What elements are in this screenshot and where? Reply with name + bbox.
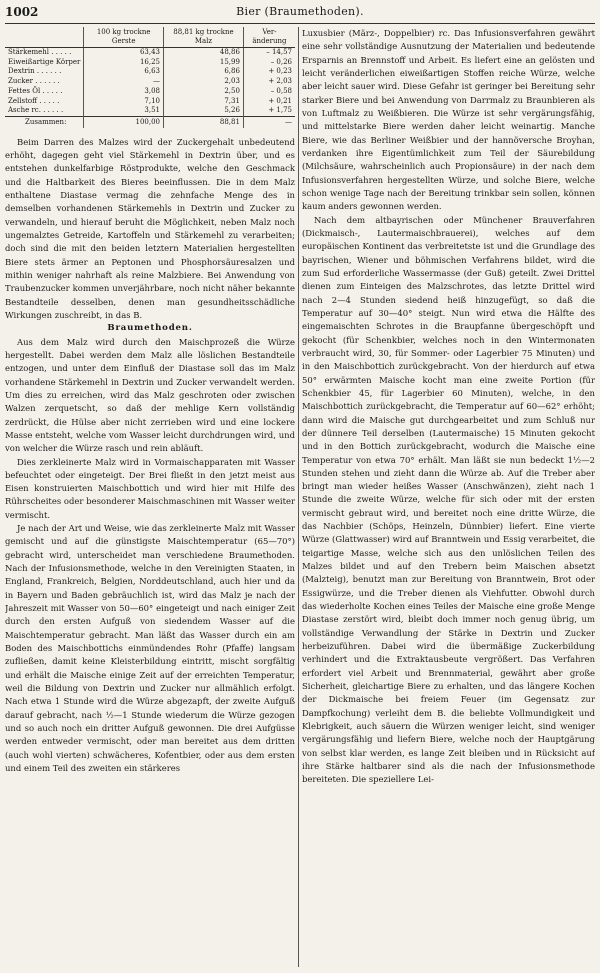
table-cell: + 2,03 [243, 77, 295, 87]
table-cell: 6,63 [84, 67, 164, 77]
table-cell: Zellstoff . . . . . [8, 96, 60, 105]
table-cell: Dextrin . . . . . . [8, 67, 62, 76]
table-cell: – 0,26 [243, 58, 295, 68]
paragraph: Aus dem Malz wird durch den Maischprozeß die Würze hergestellt. Dabei werden dem Malz alle löslichen Bestandteile entzogen, und unter dem Einfluß der Diastase soll das im Malz vorhandene Stärkemehl in Dextrin und Zucker verwandelt werden. Um dies zu erreichen, wird das Malz geschroten oder zwischen Walzen zerquetscht, so daß der mehlige Kern vollständig zerdrückt, die Hülse aber nicht zerrieben wird und eine lockere Masse entsteht, welche vom Wasser leicht durchdrungen wird, und von welcher die Würze rasch und rein abläuft. [5, 336, 295, 454]
table-cell: 3,08 [84, 87, 164, 97]
table-cell: 7,10 [84, 97, 164, 107]
table-cell: Fettes Öl . . . . . [8, 86, 63, 95]
table-header-cell: 100 kg trockne Gerste [84, 27, 164, 48]
table-row [5, 106, 295, 116]
table-cell: 5,26 [164, 106, 244, 116]
table-header-row [5, 27, 295, 48]
table-cell: Asche rc. . . . . . [8, 106, 64, 115]
paragraph: Nach dem altbayrischen oder Münchener Brauverfahren (Dickmaisch-, Lautermaischbrauerei), welches auf dem europäischen Kontinent das verbreitetste ist und die Grundlage des bayrischen, Wiener und böhmischen Verfahrens bildet, wird die zum Sud erforderliche Wassermasse (der Guß) geteilt. Zwei Drittel dienen zum Einteigen des Malzschrotes, das letzte Drittel wird nach 2—4 Stunden siedend heiß hinzugefügt, so daß die Temperatur auf 30—40° steigt. Nun wird etwa die Hälfte des eingemaischten Schrotes in die Braupfanne übergeschöpft und gekocht (für Schenkbier, welches noch in den Wintermonaten verbraucht wird, 30, für Sommer- oder Lagerbier 75 Minuten) und in den Maischbottich zurückgebracht. Von der hierdurch auf etwa 50° erwärmten Maische kocht man eine zweite Portion (für Schenkbier 45, für Lagerbier 60 Minuten), welche, in den Maischbottich zurückgebracht, die Temperatur auf 60—62° erhöht; dann wird die Maische gut durchgearbeitet und zum Schluß nur der dünnere Teil derselben (Lautermaische) 15 Minuten gekocht und in den Bottich zurückgebracht, wodurch die Maische eine Temperatur von etwa 70° erhält. Man läßt sie nun bedeckt 1½—2 Stunden stehen und zieht dann die Würze ab. Auf die Treber aber bringt man wieder heißes Wasser (Anschwänzen), zieht nach 1 Stunde die zweite Würze, welche für sich oder mit der ersten vermischt gebraut wird, und bereitet noch eine dritte Würze, die das Nachbier (Schöps, Heinzeln, Dünnbier) liefert. Eine vierte Würze (Glattwasser) wird auf Branntwein und Essig verarbeitet, die teigartige Masse, welche sich aus den unlöslichen Teilen des Malzes bildet und auf den Trebern beim Maischen absetzt (Malzteig), benutzt man zur Bereitung von Branntwein, Brot oder Essigwürze, und die Treber dienen als Viehfutter. Obwohl durch das wiederholte Kochen eines Teiles der Maische eine große Menge Diastase zerstört wird, bleibt doch immer noch genug übrig, um vollständige Verwandlung der Stärke in Dextrin und Zucker herbeizuführen. Dabei wird die übermäßige Zuckerbildung verhindert und die Extraktausbeute vergrößert. Das Verfahren erfordert viel Arbeit und Brennmaterial, gewährt aber große Sicherheit, gleichartige Biere zu erhalten, und das längere Kochen der Dickmaische bei freiem Feuer (im Gegensatz zur Dampfkochung) verleiht dem B. die beliebte Vollmundigkeit und Klebrigkeit, auch säuern die Würzen weniger leicht, sind weniger vergärungsfähig und liefern Biere, welche noch der Hauptgärung von selbst klar werden, es lange Zeit bleiben und in Rücksicht auf ihre Stärke haltbarer sind als die nach der Infusionsmethode bereiteten. Die speziellere Lei- [302, 214, 595, 785]
table-cell: + 1,75 [243, 106, 295, 116]
table-cell: 63,43 [84, 48, 164, 58]
table-cell: – 14,57 [243, 48, 295, 58]
table-cell: — [243, 116, 295, 127]
table-cell: 2,50 [164, 87, 244, 97]
table-cell: 7,31 [164, 97, 244, 107]
paragraph: Luxusbier (März-, Doppelbier) rc. Das Infusionsverfahren gewährt eine sehr vollständige Ausnutzung der Materialien und bedeutende Ersparnis an Brennstoff und Arbeit. Es liefert eine an gelösten und leicht veränderlichen eiweißartigen Stoffen reiche Würze, welche aber leicht sauer wird. Diese Gefahr ist geringer bei Bereitung sehr starker Biere und bei Anwendung von Darrmalz zu Braunbieren als von Luftmalz zu Weißbieren. Die Würze ist sehr vergärungsfähig, und mittelstarke Biere werden daher leicht weinartig. Manche Biere, wie das Berliner Weißbier und der hannöversche Broyhan, verdanken ihre Eigentümlichkeit zum Teil der Säurebildung (Milchsäure, wahrscheinlich auch Propionsäure) in der nach dem Infusionsverfahren hergestellten Würze, und solche Biere, welche schon wenige Tage nach der Bereitung trinkbar sein sollen, können kaum anders gewonnen werden. [302, 28, 595, 212]
table-cell: Stärkemehl . . . . . [8, 48, 72, 56]
table-total-row [5, 116, 295, 127]
table-cell: + 0,23 [243, 67, 295, 77]
table-cell: – 0,58 [243, 87, 295, 97]
table-header-cell: 88,81 kg trockne Malz [164, 27, 244, 48]
table-header-cell [5, 27, 84, 48]
table-cell: 6,86 [164, 67, 244, 77]
table-cell: Zusammen: [5, 116, 84, 127]
table-cell: 88,81 [164, 116, 244, 127]
table-row [5, 87, 295, 97]
running-title: Bier (Braumethoden). [236, 5, 364, 18]
table-cell: 48,86 [164, 48, 244, 58]
right-column [302, 27, 595, 969]
table-row [5, 77, 295, 87]
paragraph: Je nach der Art und Weise, wie das zerkleinerte Malz mit Wasser gemischt und auf die günstigste Maischtemperatur (65—70°) gebracht wird, unterscheidet man verschiedene Braumethoden. Nach der Infusionsmethode, welche in den Vereinigten Staaten, in England, Frankreich, Belgien, Norddeutschland, auch hier und da in Bayern und Baden gebräuchlich ist, wird das Malz je nach der Jahreszeit mit Wasser von 50—60° eingeteigt und nach einiger Zeit durch den ersten Aufguß von siedendem Wasser auf die Maischtemperatur gebracht. Man läßt das Wasser durch ein am Boden des Maischbottichs einmündendes Rohr (Pfaffe) langsam zufließen, damit keine Kleisterbildung eintritt, mischt sorgfältig und erhält die Maische einige Zeit auf der erreichten Temperatur, weil die Bildung von Dextrin und Zucker nur allmählich erfolgt. Nach etwa 1 Stunde wird die Würze abgezapft, der zweite Aufguß darauf gebracht, nach ½—1 Stunde wiederum die Würze gezogen und so auch noch ein dritter Aufguß gewonnen. Die drei Aufgüsse werden entweder vermischt, oder man bereitet aus dem dritten (auch wohl vierten) schwächeres, Kofentbier, oder aus dem ersten und einem Teil des zweiten ein stärkeres [5, 523, 295, 774]
left-column [5, 27, 295, 969]
page-header [5, 5, 595, 21]
table-cell: Eiweißartige Körper [8, 57, 81, 66]
malt-composition-table [5, 27, 295, 128]
column-divider [298, 27, 299, 967]
paragraph: Dies zerkleinerte Malz wird in Vormaischapparaten mit Wasser befeuchtet oder eingeteigt. Der Brei fließt in den jetzt meist aus Eisen konstruierten Maischbottich und wird hier mit Hilfe des Rührscheites oder besonderer Maischmaschinen mit Wasser weiter vermischt. [5, 456, 295, 520]
table-cell: + 0,21 [243, 97, 295, 107]
table-cell: 100,00 [84, 116, 164, 127]
page-number: 1002 [5, 5, 39, 19]
table-row [5, 48, 295, 58]
table-cell: — [84, 77, 164, 87]
section-heading: Braumethoden. [107, 323, 193, 334]
table-cell: 15,99 [164, 58, 244, 68]
table-cell: 16,25 [84, 58, 164, 68]
table-cell: 2,03 [164, 77, 244, 87]
table-cell: Zucker . . . . . . [8, 77, 60, 86]
paragraph: Beim Darren des Malzes wird der Zuckergehalt unbedeutend erhöht, dagegen geht viel Stärkemehl in Dextrin über, und es entstehen dunkelfarbige Röstprodukte, welche den Geschmack und die Haltbarkeit des Bieres beeinflussen. Die in dem Malz enthaltene Diastase vermag die zehnfache Menge des in demselben vorhandenen Stärkemehls in Dextrin und Zucker zu verwandeln, und hierauf beruht die Möglichkeit, neben Malz noch ungemalztes Getreide, Kartoffeln und Stärkemehl zu verarbeiten; doch sind die mit den beiden letztern Materialien hergestellten Biere stets ärmer an Peptonen und Phosphorsäuresalzen und mithin weniger nahrhaft als reine Malzbiere. Bei Anwendung von Traubenzucker kommen unverjährbare, noch nicht näher bekannte Bestandteile desselben, denen man gesundheitsschädliche Wirkungen zuschreibt, in das B. [5, 136, 295, 320]
table-cell: 3,51 [84, 106, 164, 116]
table-row [5, 97, 295, 107]
header-rule [5, 23, 595, 24]
table-row [5, 58, 295, 68]
table-row [5, 67, 295, 77]
table-header-cell: Ver-änderung [243, 27, 295, 48]
